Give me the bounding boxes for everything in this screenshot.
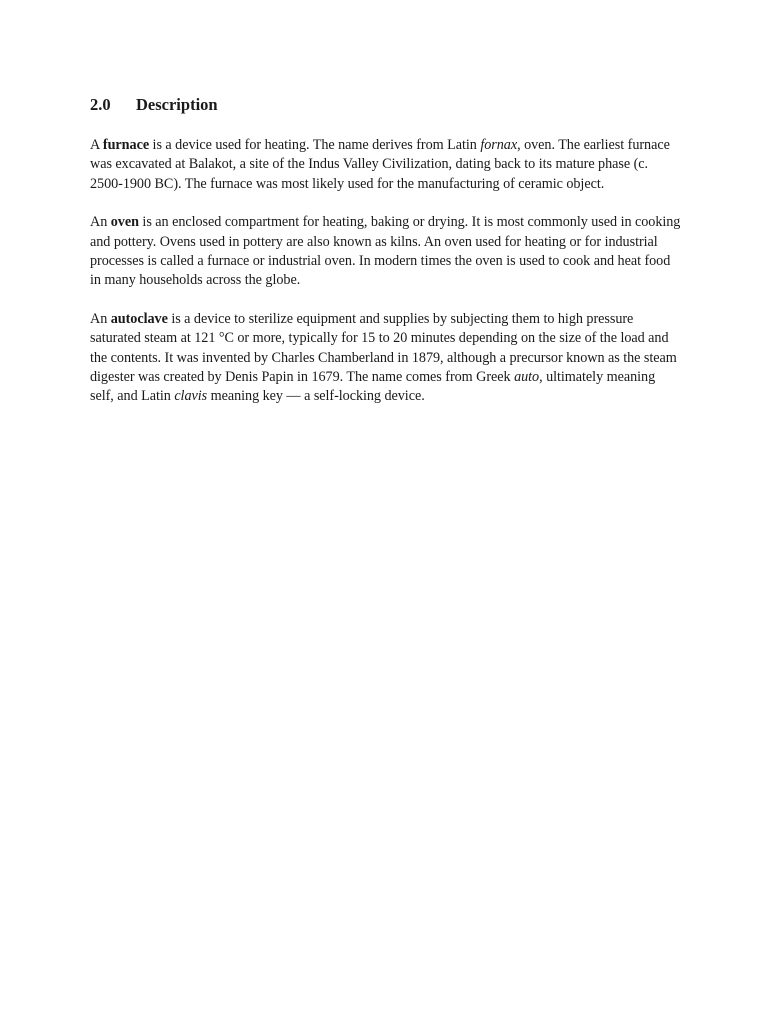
section-number: 2.0 [90, 95, 111, 114]
autoclave-text-1: is a device to sterilize equipment and supplies by subjecting them to high pressure saturated steam at 121 °C or more, typically for 15 to 20 minutes depending on the size of the load and the contents. It was invented by Charles Chamberland in 1879, although a precursor known as the steam digester was created by Denis Papin in 1679. The name comes from Greek [90, 310, 677, 386]
autoclave-text-3: meaning key — a self-locking device. [207, 388, 425, 405]
document-page [90, 92, 682, 426]
oven-term: oven [110, 214, 139, 231]
furnace-term: furnace [102, 137, 150, 153]
paragraph-oven [90, 213, 682, 291]
oven-prefix: An [90, 214, 111, 231]
furnace-prefix: A [90, 137, 103, 153]
paragraph-furnace [90, 136, 682, 194]
autoclave-latin-word: clavis [174, 388, 208, 405]
autoclave-text-2: , ultimately meaning self, and Latin [90, 369, 656, 405]
furnace-text-2: , oven. The earliest furnace was excavated at Balakot, a site of the Indus Valley Civilization, dating back to its mature phase (c. 2500-1900 BC). The furnace was most likely used for the manufacturing of ceramic object. [90, 137, 670, 192]
autoclave-prefix: An [90, 310, 111, 327]
autoclave-term: autoclave [110, 310, 168, 327]
paragraph-autoclave [90, 310, 682, 407]
oven-text-1: is an enclosed compartment for heating, baking or drying. It is most commonly used in cooking and pottery. Ovens used in pottery are also known as kilns. An oven used for heating or for industrial processes is called a furnace or industrial oven. In modern times the oven is used to cook and heat food in many households across the globe. [90, 214, 681, 289]
section-heading [90, 92, 682, 118]
furnace-latin-word: fornax [480, 137, 518, 153]
furnace-text-1: is a device used for heating. The name derives from Latin [149, 137, 481, 153]
section-title: Description [136, 95, 218, 114]
autoclave-greek-word: auto [514, 369, 540, 386]
